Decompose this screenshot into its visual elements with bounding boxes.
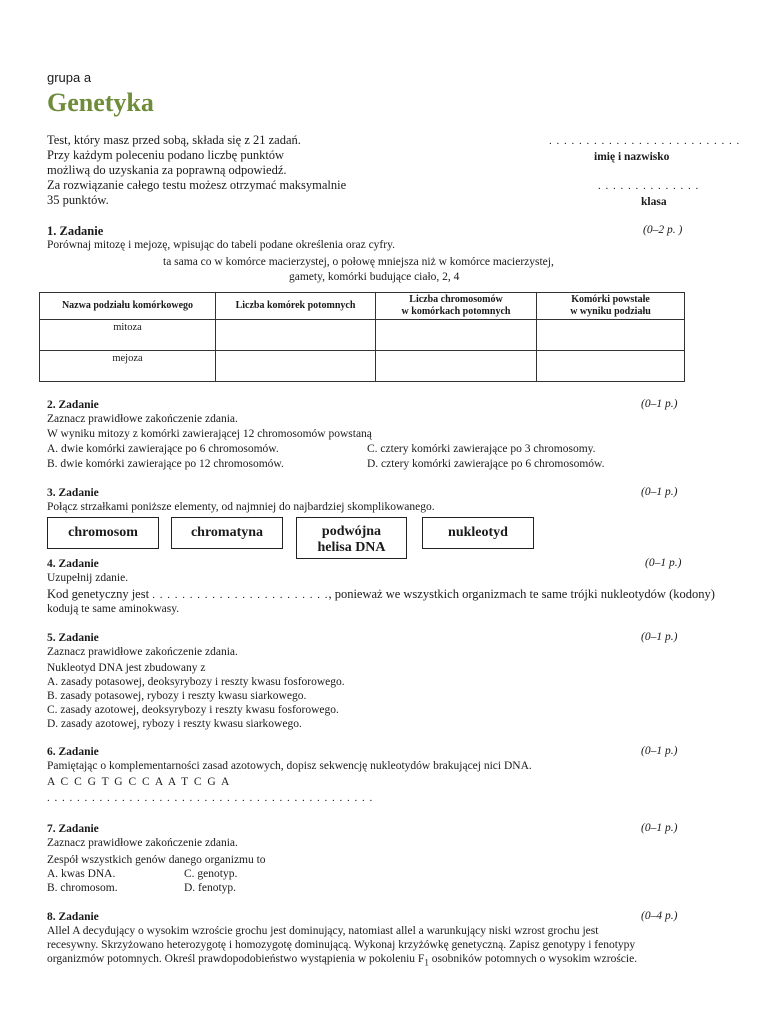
name-label: imię i nazwisko <box>594 151 670 163</box>
group-label: grupa a <box>47 70 92 85</box>
class-label: klasa <box>641 196 667 208</box>
q8-line-3-end: osobników potomnych o wysokim wzroście. <box>428 953 638 965</box>
q1-table-header-row <box>40 293 685 320</box>
q8-line-3 <box>47 952 637 969</box>
q2-option-a[interactable]: A. dwie komórki zawierające po 6 chromosomów. <box>47 443 279 455</box>
q7-option-d[interactable]: D. fenotyp. <box>184 882 237 894</box>
q3-box-chromatyna[interactable]: chromatyna <box>171 517 283 549</box>
q6-points: (0–1 p.) <box>641 745 678 757</box>
q3-prompt: Połącz strzałkami poniższe elementy, od najmniej do najbardziej skomplikowanego. <box>47 501 435 513</box>
q7-heading <box>47 822 99 836</box>
q7-option-a[interactable]: A. kwas DNA. <box>47 868 116 880</box>
q3-box-nukleotyd[interactable]: nukleotyd <box>422 517 534 549</box>
q1-table-header-3 <box>376 293 537 320</box>
intro-line-4: Za rozwiązanie całego testu możesz otrzymać maksymalnie <box>47 178 347 192</box>
q5-option-c[interactable]: C. zasady azotowej, deoksyrybozy i reszty kwasu fosforowego. <box>47 704 339 716</box>
q1-table-header-3b: w komórkach potomnych <box>401 306 511 317</box>
q3-box-chromosom[interactable]: chromosom <box>47 517 159 549</box>
q8-points: (0–4 p.) <box>641 910 678 922</box>
q1-table-header-4a: Komórki powstałe <box>571 294 650 305</box>
q5-number: 5. <box>47 632 56 644</box>
intro-line-5: 35 punktów. <box>47 193 109 207</box>
q2-stem: W wyniku mitozy z komórki zawierającej 12 chromosomów powstaną <box>47 428 372 440</box>
q3-box-helisa-line1: podwójna <box>321 524 382 539</box>
q4-heading <box>47 557 99 571</box>
q1-table-header-1: Nazwa podziału komórkowego <box>40 293 216 320</box>
q1-row-mejoza: mejoza <box>40 351 216 382</box>
q2-heading <box>47 398 99 412</box>
q4-label: Zadanie <box>58 558 99 570</box>
q1-points: (0–2 p. ) <box>643 224 683 236</box>
q7-instruction: Zaznacz prawidłowe zakończenie zdania. <box>47 837 238 849</box>
q3-heading <box>47 486 99 500</box>
q1-cell-mejoza-chromosomes[interactable] <box>376 351 537 382</box>
q1-number: 1. <box>47 224 57 238</box>
q1-table-header-4 <box>537 293 685 320</box>
table-row <box>40 351 685 382</box>
q5-label: Zadanie <box>58 632 99 644</box>
q6-number: 6. <box>47 746 56 758</box>
q1-cell-mitoza-chromosomes[interactable] <box>376 320 537 351</box>
q1-cell-mitoza-count[interactable] <box>216 320 376 351</box>
q2-option-b[interactable]: B. dwie komórki zawierające po 12 chromosomów. <box>47 458 284 470</box>
q1-heading <box>47 224 103 239</box>
q1-cell-mitoza-cells[interactable] <box>537 320 685 351</box>
q3-box-helisa[interactable] <box>296 517 407 559</box>
q3-points: (0–1 p.) <box>641 486 678 498</box>
q1-table-header-2: Liczba komórek potomnych <box>216 293 376 320</box>
q4-number: 4. <box>47 558 56 570</box>
q5-stem: Nukleotyd DNA jest zbudowany z <box>47 662 206 674</box>
intro-line-2: Przy każdym poleceniu podano liczbę punktów <box>47 148 285 162</box>
q6-heading <box>47 745 99 759</box>
q6-prompt: Pamiętając o komplementarności zasad azotowych, dopisz sekwencję nukleotydów brakującej nici DNA. <box>47 760 532 772</box>
q5-option-d[interactable]: D. zasady azotowej, rybozy i reszty kwasu siarkowego. <box>47 718 302 730</box>
q5-option-b[interactable]: B. zasady potasowej, rybozy i reszty kwasu siarkowego. <box>47 690 307 702</box>
q4-line-1 <box>47 587 715 603</box>
q7-stem: Zespół wszystkich genów danego organizmu to <box>47 854 266 866</box>
q1-table <box>39 292 685 382</box>
q4-blank-dots[interactable]: . . . . . . . . . . . . . . . . . . . . . . . . <box>152 589 329 601</box>
table-row <box>40 320 685 351</box>
q2-points: (0–1 p.) <box>641 398 678 410</box>
name-field-dots[interactable]: . . . . . . . . . . . . . . . . . . . . . . . . . . <box>549 135 741 147</box>
page-title: Genetyka <box>47 88 154 117</box>
q2-label: Zadanie <box>58 399 99 411</box>
q1-cell-mejoza-cells[interactable] <box>537 351 685 382</box>
q1-terms-line-1: ta sama co w komórce macierzystej, o połowę mniejsza niż w komórce macierzystej, <box>163 256 554 268</box>
intro-line-1: Test, który masz przed sobą, składa się z 21 zadań. <box>47 133 301 147</box>
q2-option-c[interactable]: C. cztery komórki zawierające po 3 chromosomy. <box>367 443 596 455</box>
q3-box-helisa-line2: helisa DNA <box>317 540 386 555</box>
q8-label: Zadanie <box>58 911 99 923</box>
q1-prompt: Porównaj mitozę i mejozę, wpisując do tabeli podane określenia oraz cyfry. <box>47 239 395 251</box>
q8-line-1: Allel A decydujący o wysokim wzroście grochu jest dominujący, natomiast allel a warunkujący niski wzrost grochu jest <box>47 925 599 937</box>
q8-line-2: recesywny. Skrzyżowano heterozygotę i homozygotę dominującą. Wykonaj krzyżówkę genetyczną. Zapisz genotypy i fenotypy <box>47 939 636 951</box>
q6-answer-dots[interactable]: . . . . . . . . . . . . . . . . . . . . . . . . . . . . . . . . . . . . . . . . . . . . <box>47 792 374 804</box>
q5-instruction: Zaznacz prawidłowe zakończenie zdania. <box>47 646 238 658</box>
q1-table-header-3a: Liczba chromosomów <box>409 294 503 305</box>
q7-option-c[interactable]: C. genotyp. <box>184 868 238 880</box>
q1-row-mitoza: mitoza <box>40 320 216 351</box>
q5-heading <box>47 631 99 645</box>
q7-label: Zadanie <box>58 823 99 835</box>
q1-terms-line-2: gamety, komórki budujące ciało, 2, 4 <box>289 271 460 283</box>
q4-instruction: Uzupełnij zdanie. <box>47 572 129 584</box>
q4-line-1-start: Kod genetyczny jest <box>47 587 150 601</box>
q8-number: 8. <box>47 911 56 923</box>
q8-line-3-start: organizmów potomnych. Określ prawdopodobieństwo wystąpienia w pokoleniu F <box>47 953 425 965</box>
q4-line-2: kodują te same aminokwasy. <box>47 603 180 615</box>
q4-points: (0–1 p.) <box>645 557 682 569</box>
q5-option-a[interactable]: A. zasady potasowej, deoksyrybozy i reszty kwasu fosforowego. <box>47 676 345 688</box>
q7-number: 7. <box>47 823 56 835</box>
q8-heading <box>47 910 99 924</box>
q1-cell-mejoza-count[interactable] <box>216 351 376 382</box>
intro-line-3: możliwą do uzyskania za poprawną odpowiedź. <box>47 163 287 177</box>
q2-instruction: Zaznacz prawidłowe zakończenie zdania. <box>47 413 238 425</box>
q8-line-3-subscript: 1 <box>424 957 429 968</box>
q6-sequence: A C C G T G C C A A T C G A <box>47 776 231 788</box>
q4-line-1-end: , ponieważ we wszystkich organizmach te same trójki nukleotydów (kodony) <box>328 587 715 601</box>
q3-label: Zadanie <box>58 487 99 499</box>
q2-option-d[interactable]: D. cztery komórki zawierające po 6 chromosomów. <box>367 458 605 470</box>
q6-label: Zadanie <box>58 746 99 758</box>
q1-label: Zadanie <box>59 224 104 238</box>
q7-option-b[interactable]: B. chromosom. <box>47 882 118 894</box>
class-field-dots[interactable]: . . . . . . . . . . . . . . <box>598 180 700 192</box>
q1-table-header-4b: w wyniku podziału <box>570 306 651 317</box>
q3-number: 3. <box>47 487 56 499</box>
q7-points: (0–1 p.) <box>641 822 678 834</box>
q2-number: 2. <box>47 399 56 411</box>
q5-points: (0–1 p.) <box>641 631 678 643</box>
